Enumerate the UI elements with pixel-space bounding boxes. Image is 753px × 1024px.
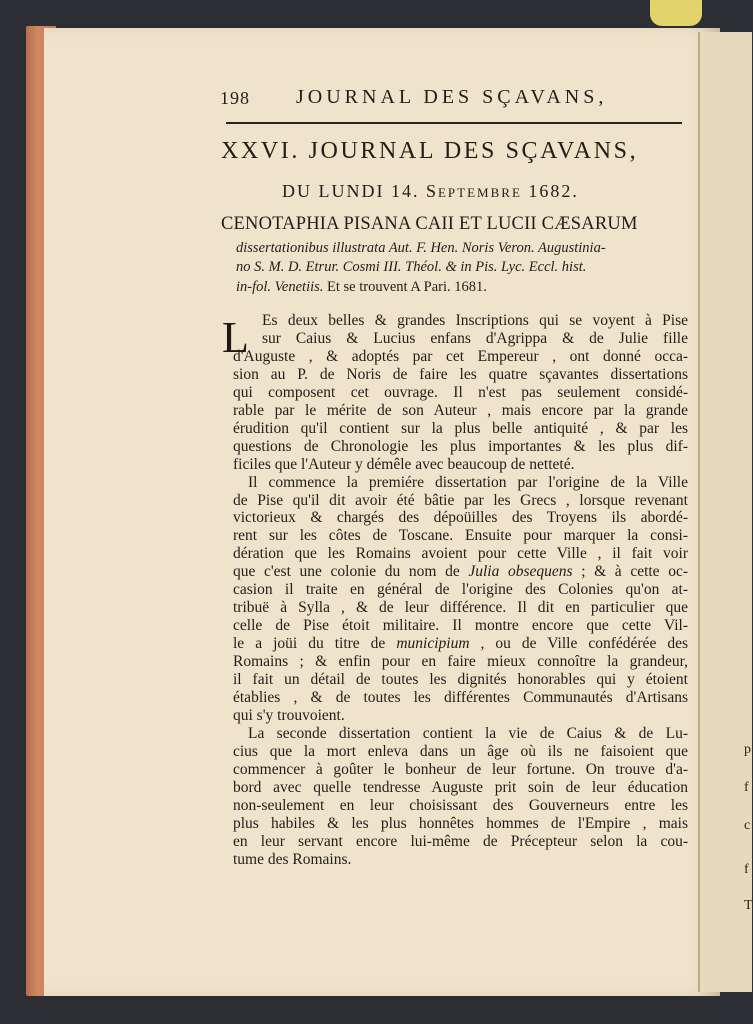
article-title: XXVI. JOURNAL DES SÇAVANS,	[221, 138, 639, 164]
body-line: non-seulement en leur choisissant des Gouverneurs entre les	[233, 796, 688, 814]
body-line: Romains ; & enfin pour en faire mieux connoître la grandeur,	[233, 653, 688, 671]
body-line: de Pise qu'il dit avoir été bâtie par les Grecs , lorsque revenant	[233, 491, 688, 509]
book-info-text: no S. M. D. Etrur. Cosmi III. Théol. & in Pis. Lyc. Eccl. hist.	[236, 259, 587, 275]
page-number: 198	[220, 88, 250, 108]
book-info-line	[236, 279, 487, 296]
body-line: dération que les Romains avoient pour cette Ville , il fait voir	[233, 545, 688, 563]
body-line: Es deux belles & grandes Inscriptions qui se voyent à Pise	[262, 312, 688, 329]
body-line: rable par le mérite de son Auteur , mais encore par la grande	[233, 401, 688, 419]
body-line: bord avec quelle tendresse Auguste prit soin de leur éducation	[233, 778, 688, 796]
body-line: ficiles que l'Auteur y démêle avec beaucoup de netteté.	[233, 455, 575, 473]
book-info-text: in-fol. Venetiis.	[236, 279, 324, 295]
facing-fragment: c	[744, 818, 751, 833]
body-line: rent sur les côtes de Toscane. Ensuite pour marquer la consi-	[233, 527, 688, 545]
book-info-line	[236, 240, 606, 257]
facing-fragment: T	[744, 898, 753, 913]
book-info-line	[236, 259, 586, 276]
facing-fragment: f	[744, 780, 749, 795]
body-line: érudition qu'il contient sur la plus belle antiquité , & par les	[233, 419, 688, 437]
body-line: questions de Chronologie les plus importantes & les plus dif-	[233, 437, 688, 455]
body-line: tume des Romains.	[233, 850, 352, 868]
body-line: plus habiles & les plus honnêtes hommes de l'Empire , mais	[233, 814, 688, 832]
body-line: qui composent cet ouvrage. Il n'est pas seulement considé-	[233, 383, 688, 401]
facing-fragment: p	[744, 742, 751, 757]
body-line: établies , & de toutes les différentes Communautés d'Artisans	[233, 688, 688, 706]
date-prefix: DU LUNDI 14.	[282, 181, 420, 201]
body-line: il fait un détail de toutes les dignités honorables qui y étoient	[233, 671, 688, 688]
body-line: cius que la mort enleva dans un âge où ils ne faisoient que	[233, 742, 688, 760]
facing-fragment: f	[744, 862, 749, 877]
body-line: casion il traite en général de l'origine des Colonies qu'on at-	[233, 581, 688, 599]
book-title: CENOTAPHIA PISANA CAII ET LUCII CÆSARUM	[221, 214, 638, 234]
drop-cap: L	[222, 313, 249, 362]
bookmark-tab	[650, 0, 702, 26]
facing-page	[698, 32, 752, 992]
date-month: Septembre	[425, 181, 522, 201]
body-line: sion au P. de Noris de faire les quatre sçavantes dissertations	[233, 365, 688, 383]
body-line: celle de Pise étoit militaire. Il montre encore que cette Vil-	[233, 617, 688, 635]
body-line: d'Auguste , & adoptés par cet Empereur , ont donné occa-	[233, 347, 688, 365]
body-line: sur Caius & Lucius enfans d'Agrippa & de Julie fille	[262, 329, 688, 347]
issue-date	[282, 181, 579, 202]
book-location: Et se trouvent A Pari. 1681.	[327, 279, 487, 295]
book-info-text: dissertationibus illustrata Aut. F. Hen. Noris Veron. Augustinia-	[236, 240, 606, 256]
body-line: que c'est une colonie du nom de Julia obsequens ; & à cette oc-	[233, 563, 688, 581]
body-line: commencer à goûter le bonheur de leur fortune. On trouve d'a-	[233, 760, 688, 778]
body-line: Il commence la premiére dissertation par l'origine de la Ville	[248, 473, 688, 491]
running-title: JOURNAL DES SÇAVANS,	[296, 86, 608, 108]
body-line: tribuë à Sylla , & de leur différence. Il dit en particulier que	[233, 599, 688, 617]
body-line: victorieux & chargés des dépoüilles des Troyens ils abordé-	[233, 509, 688, 527]
header-rule	[226, 122, 682, 124]
date-year: 1682.	[528, 181, 579, 201]
body-line: qui s'y trouvoient.	[233, 706, 345, 724]
body-line: le a joüi du titre de municipium , ou de Ville confédérée des	[233, 635, 688, 653]
body-line: La seconde dissertation contient la vie de Caius & de Lu-	[248, 724, 688, 742]
body-line: en leur servant encore lui-même de Précepteur selon la cou-	[233, 832, 688, 850]
